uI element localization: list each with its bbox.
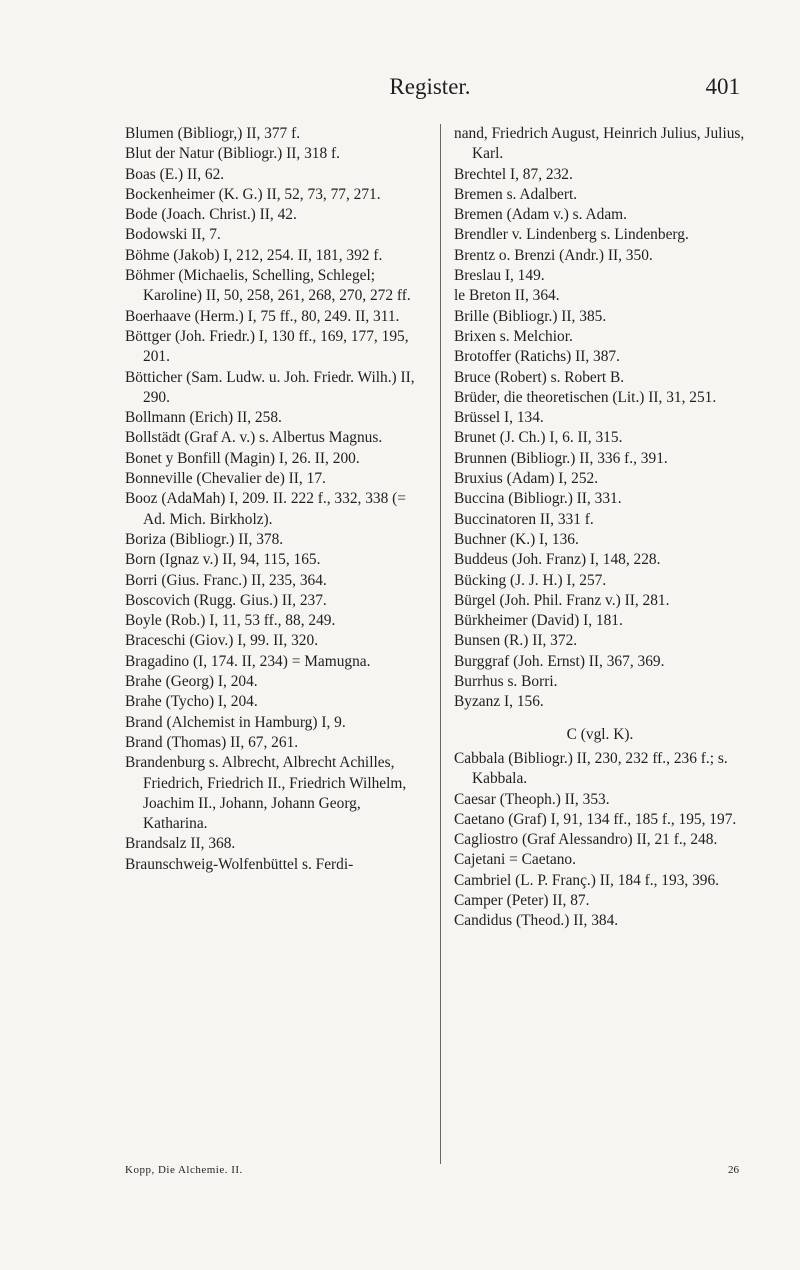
index-entry: Boscovich (Rugg. Gius.) II, 237. xyxy=(125,591,327,609)
index-entry: Brunet (J. Ch.) I, 6. II, 315. xyxy=(454,429,623,447)
index-entry: Böhme (Jakob) I, 212, 254. II, 181, 392 f. xyxy=(125,246,383,264)
index-entry: Braceschi (Giov.) I, 99. II, 320. xyxy=(125,632,319,650)
index-entry: Cajetani = Caetano. xyxy=(454,851,576,869)
index-entry: nand, Friedrich August, Heinrich Julius, Julius, Karl. xyxy=(454,125,745,163)
page-header xyxy=(120,74,740,104)
index-column-left xyxy=(125,124,415,875)
index-entry: Bonet y Bonfill (Magin) I, 26. II, 200. xyxy=(125,449,360,467)
index-entry: Bunsen (R.) II, 372. xyxy=(454,632,578,650)
index-entry: Bremen (Adam v.) s. Adam. xyxy=(454,206,627,224)
index-entry: Buddeus (Joh. Franz) I, 148, 228. xyxy=(454,551,661,569)
index-entry: Cagliostro (Graf Alessandro) II, 21 f., 248. xyxy=(454,831,718,849)
index-entry: Brotoffer (Ratichs) II, 387. xyxy=(454,348,620,366)
index-entry: Böttger (Joh. Friedr.) I, 130 ff., 169, 177, 195, 201. xyxy=(125,327,409,366)
index-entry: Borri (Gius. Franc.) II, 235, 364. xyxy=(125,571,327,589)
index-entry: Brentz o. Brenzi (Andr.) II, 350. xyxy=(454,246,653,264)
index-entry: Brüssel I, 134. xyxy=(454,409,544,427)
index-column-right xyxy=(454,124,746,932)
section-heading: C (vgl. K). xyxy=(566,725,634,743)
index-entry: Born (Ignaz v.) II, 94, 115, 165. xyxy=(125,551,321,569)
index-entry: Bürgel (Joh. Phil. Franz v.) II, 281. xyxy=(454,591,670,609)
index-entry: Camper (Peter) II, 87. xyxy=(454,891,590,909)
index-entry: Bragadino (I, 174. II, 234) = Mamugna. xyxy=(125,652,371,670)
index-entry: Bremen s. Adalbert. xyxy=(454,185,578,203)
index-entry: Bodowski II, 7. xyxy=(125,226,221,244)
index-section-c xyxy=(454,749,746,932)
index-entry: Buchner (K.) I, 136. xyxy=(454,530,579,548)
index-entry: Brechtel I, 87, 232. xyxy=(454,165,573,183)
index-entry: Buccinatoren II, 331 f. xyxy=(454,510,594,528)
index-entry: Braunschweig-Wolfenbüttel s. Ferdi- xyxy=(125,855,354,873)
index-entry: Brunnen (Bibliogr.) II, 336 f., 391. xyxy=(454,449,668,467)
index-entry: Bürkheimer (David) I, 181. xyxy=(454,612,623,630)
index-entry: Bruce (Robert) s. Robert B. xyxy=(454,368,625,386)
index-entry: Bruxius (Adam) I, 252. xyxy=(454,470,599,488)
index-entry: Boriza (Bibliogr.) II, 378. xyxy=(125,530,284,548)
index-entry: Cambriel (L. P. Franç.) II, 184 f., 193, 396. xyxy=(454,871,720,889)
index-entry: Candidus (Theod.) II, 384. xyxy=(454,912,619,930)
index-entry: Brüder, die theoretischen (Lit.) II, 31, 251. xyxy=(454,388,717,406)
index-entry: Bollmann (Erich) II, 258. xyxy=(125,409,282,427)
index-entry: Boas (E.) II, 62. xyxy=(125,165,225,183)
index-entry: Brand (Alchemist in Hamburg) I, 9. xyxy=(125,713,346,731)
index-entry: Böhmer (Michaelis, Schelling, Schlegel; Karoline) II, 50, 258, 261, 268, 270, 272 ff. xyxy=(125,267,411,305)
index-entry: le Breton II, 364. xyxy=(454,287,560,305)
index-entry: Brand (Thomas) II, 67, 261. xyxy=(125,733,299,751)
index-entry: Booz (AdaMah) I, 209. II. 222 f., 332, 338 (= Ad. Mich. Birkholz). xyxy=(125,490,406,528)
index-entry: Blut der Natur (Bibliogr.) II, 318 f. xyxy=(125,145,341,163)
index-entry: Byzanz I, 156. xyxy=(454,693,544,711)
index-entry: Bockenheimer (K. G.) II, 52, 73, 77, 271. xyxy=(125,185,381,203)
index-entry: Bötticher (Sam. Ludw. u. Joh. Friedr. Wilh.) II, 290. xyxy=(125,368,415,406)
index-entry: Brixen s. Melchior. xyxy=(454,327,573,345)
index-entry: Brandenburg s. Albrecht, Albrecht Achilles, Friedrich, Friedrich II., Friedrich Wilhelm, Joachim II., Johann, Johann Georg, Katharina. xyxy=(125,754,407,833)
index-entry: Cabbala (Bibliogr.) II, 230, 232 ff., 236 f.; s. Kabbala. xyxy=(454,749,728,788)
column-divider xyxy=(440,124,441,1164)
index-entry: Burrhus s. Borri. xyxy=(454,673,558,691)
index-entry: Brille (Bibliogr.) II, 385. xyxy=(454,307,607,325)
page-number: 401 xyxy=(705,74,740,99)
index-entry: Bonneville (Chevalier de) II, 17. xyxy=(125,470,326,488)
index-entry: Burggraf (Joh. Ernst) II, 367, 369. xyxy=(454,652,665,670)
index-entry: Bollstädt (Graf A. v.) s. Albertus Magnus. xyxy=(125,429,383,447)
page-title: Register. xyxy=(389,74,471,99)
index-entry: Buccina (Bibliogr.) II, 331. xyxy=(454,490,622,508)
index-entry: Breslau I, 149. xyxy=(454,267,545,285)
footer-signature: Kopp, Die Alchemie. II. xyxy=(125,1164,243,1176)
index-entry: Bücking (J. J. H.) I, 257. xyxy=(454,571,607,589)
index-entry: Caetano (Graf) I, 91, 134 ff., 185 f., 195, 197. xyxy=(454,810,737,828)
index-entry: Boerhaave (Herm.) I, 75 ff., 80, 249. II, 311. xyxy=(125,307,400,325)
index-entry: Boyle (Rob.) I, 11, 53 ff., 88, 249. xyxy=(125,612,336,630)
index-entry: Brendler v. Lindenberg s. Lindenberg. xyxy=(454,226,689,244)
index-entry: Brahe (Tycho) I, 204. xyxy=(125,693,258,711)
index-entry: Blumen (Bibliogr,) II, 377 f. xyxy=(125,125,301,142)
index-section-b xyxy=(454,124,746,713)
index-entry: Bode (Joach. Christ.) II, 42. xyxy=(125,206,297,224)
index-entry: Brahe (Georg) I, 204. xyxy=(125,673,258,691)
signature-mark: 26 xyxy=(728,1164,739,1176)
index-entry: Brandsalz II, 368. xyxy=(125,835,236,853)
index-entry: Caesar (Theoph.) II, 353. xyxy=(454,790,610,808)
